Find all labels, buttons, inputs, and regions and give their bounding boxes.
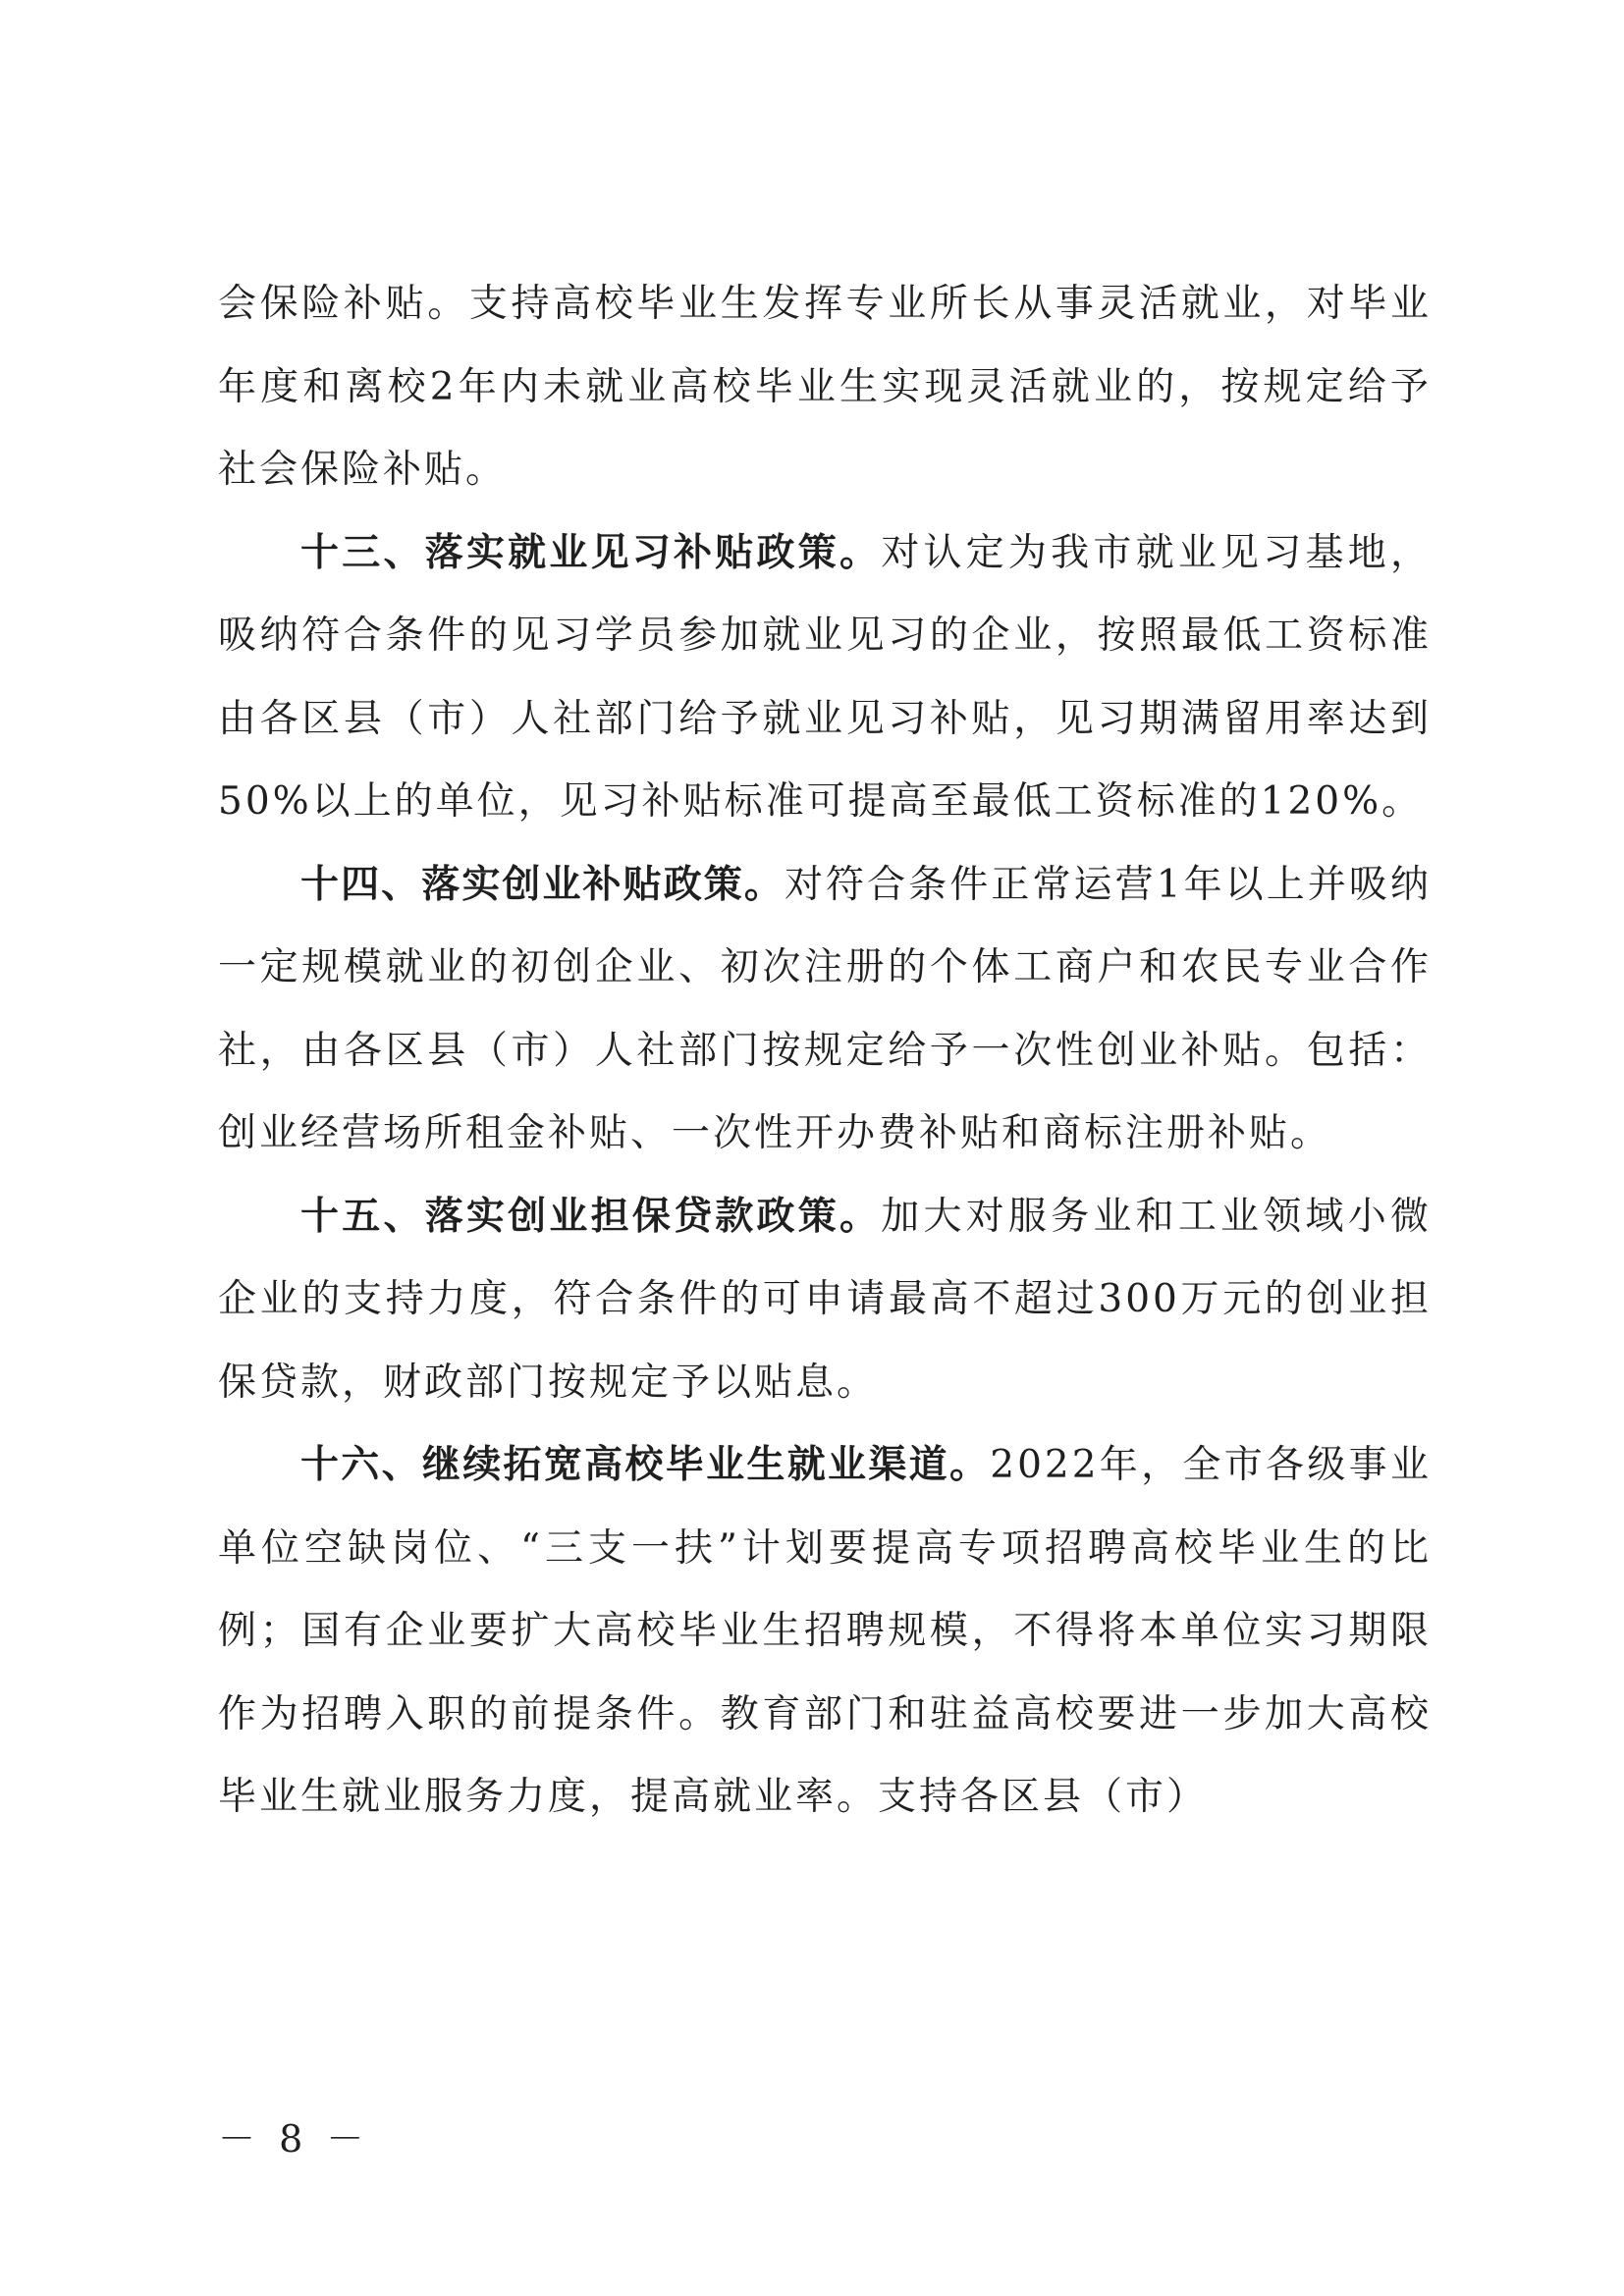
paragraph-text: 会保险补贴。支持高校毕业生发挥专业所长从事灵活就业，对毕业年度和离校2年内未就业高校毕业生实现灵活就业的，按规定给予社会保险补贴。 [218, 282, 1432, 492]
document-body [218, 263, 1432, 1840]
page-number: － 8 － [218, 2117, 370, 2161]
paragraph-continuation [218, 263, 1432, 512]
paragraph-section-15 [218, 1176, 1432, 1425]
paragraph-section-16 [218, 1424, 1432, 1840]
section-heading: 十四、落实创业补贴政策。 [300, 862, 785, 907]
section-heading: 十五、落实创业担保贷款政策。 [300, 1194, 882, 1239]
section-heading: 十六、继续拓宽高校毕业生就业渠道。 [300, 1443, 991, 1487]
paragraph-text: 2022年，全市各级事业单位空缺岗位、“三支一扶”计划要提高专项招聘高校毕业生的比例；国有企业要扩大高校毕业生招聘规模，不得将本单位实习期限作为招聘入职的前提条件。教育部门和驻益高校要进一步加大高校毕业生就业服务力度，提高就业率。支持各区县（市） [218, 1443, 1432, 1819]
paragraph-section-14 [218, 844, 1432, 1176]
paragraph-text: 对符合条件正常运营1年以上并吸纳一定规模就业的初创企业、初次注册的个体工商户和农民专业合作社，由各区县（市）人社部门按规定给予一次性创业补贴。包括：创业经营场所租金补贴、一次性开办费补贴和商标注册补贴。 [218, 862, 1432, 1155]
paragraph-text: 加大对服务业和工业领域小微企业的支持力度，符合条件的可申请最高不超过300万元的创业担保贷款，财政部门按规定予以贴息。 [218, 1194, 1432, 1405]
paragraph-text: 对认定为我市就业见习基地，吸纳符合条件的见习学员参加就业见习的企业，按照最低工资标准由各区县（市）人社部门给予就业见习补贴，见习期满留用率达到50%以上的单位，见习补贴标准可提高至最低工资标准的120%。 [218, 530, 1432, 824]
paragraph-section-13 [218, 512, 1432, 844]
section-heading: 十三、落实就业见习补贴政策。 [300, 530, 882, 575]
